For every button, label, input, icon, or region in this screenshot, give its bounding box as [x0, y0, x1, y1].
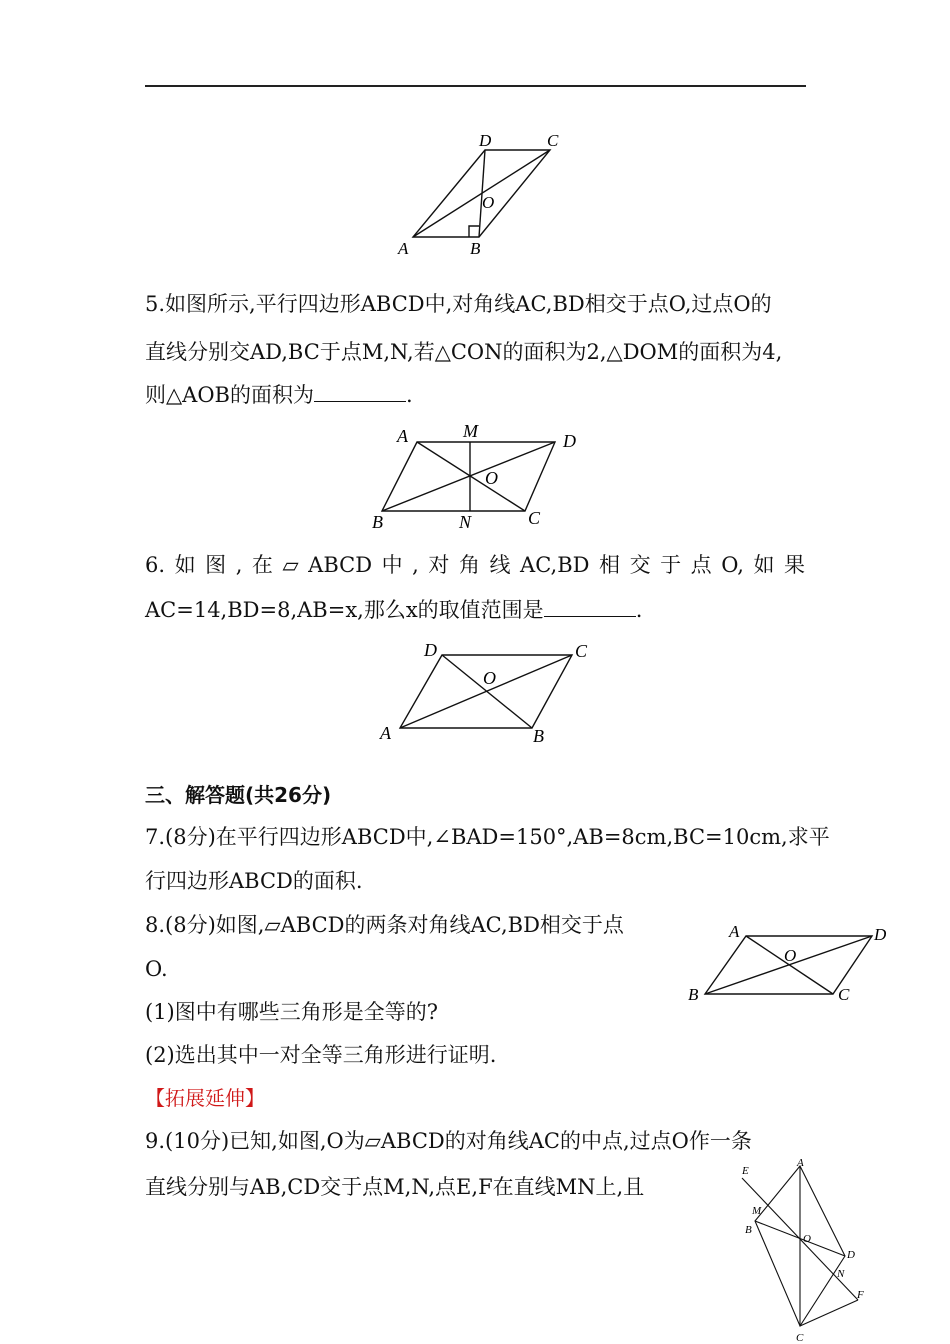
answer-blank[interactable] [544, 596, 636, 617]
figure-parallelogram-3 [372, 636, 602, 748]
diagonal-ac [417, 442, 525, 511]
q8-line-1: 8.(8分)如图,▱ABCD的两条对角线AC,BD相交于点 [145, 913, 624, 937]
label-d: D [847, 1249, 855, 1261]
label-f: F [857, 1289, 864, 1301]
label-o: O [485, 468, 498, 488]
label-a: A [398, 239, 409, 258]
label-o: O [803, 1233, 811, 1245]
label-c: C [838, 985, 850, 1004]
label-m: M [463, 421, 478, 441]
label-o: O [483, 668, 496, 688]
diagonal-bd [442, 655, 532, 728]
q6-line-2: AC=14,BD=8,AB=x,那么x的取值范围是 . [145, 598, 643, 622]
q5-line-3: 则△AOB的面积为 . [145, 383, 413, 407]
extension-heading: 【拓展延伸】 [145, 1086, 265, 1110]
figure-parallelogram-2 [365, 420, 595, 535]
q9-line-1: 9.(10分)已知,如图,O为▱ABCD的对角线AC的中点,过点O作一条 [145, 1129, 752, 1153]
q7-line-2: 行四边形ABCD的面积. [145, 869, 363, 893]
label-a: A [729, 922, 740, 941]
label-a: A [380, 723, 391, 743]
label-b: B [745, 1224, 752, 1236]
label-d: D [424, 640, 437, 660]
header-rule [145, 85, 806, 87]
label-d: D [874, 925, 887, 944]
q8-line-2: O. [145, 957, 168, 981]
label-n: N [459, 512, 472, 532]
q5-line-1: 5.如图所示,平行四边形ABCD中,对角线AC,BD相交于点O,过点O的 [145, 292, 772, 316]
q8-line-4: (2)选出其中一对全等三角形进行证明. [145, 1043, 497, 1067]
label-b: B [688, 985, 699, 1004]
figure-parallelogram-1 [390, 128, 570, 260]
answer-blank[interactable] [314, 381, 406, 402]
label-a: A [397, 426, 408, 446]
q8-line-3: (1)图中有哪些三角形是全等的? [145, 1000, 439, 1024]
label-d: D [563, 431, 576, 451]
label-d: D [479, 131, 492, 150]
label-c: C [796, 1332, 804, 1344]
figure-parallelogram-5 [730, 1156, 870, 1344]
right-angle-mark [469, 226, 479, 237]
q5-line-2: 直线分别交AD,BC于点M,N,若△CON的面积为2,△DOM的面积为4, [145, 340, 783, 364]
figure-parallelogram-4 [683, 917, 898, 1007]
label-b: B [372, 512, 383, 532]
label-b: B [470, 239, 481, 258]
label-o: O [482, 193, 495, 212]
label-o: O [784, 946, 797, 965]
q7-line-1: 7.(8分)在平行四边形ABCD中,∠BAD=150°,AB=8cm,BC=10cm,求平 [145, 825, 830, 849]
label-n: N [837, 1268, 845, 1280]
q9-line-2: 直线分别与AB,CD交于点M,N,点E,F在直线MN上,且 [145, 1175, 645, 1199]
label-c: C [547, 131, 559, 150]
label-m: M [752, 1205, 762, 1217]
q6-line-1: 6. 如 图 , 在 ▱ ABCD 中 , 对 角 线 AC,BD 相 交 于 点 O, 如 果 [145, 553, 805, 577]
label-b: B [533, 726, 544, 746]
label-a: A [797, 1157, 804, 1169]
label-c: C [575, 641, 588, 661]
label-c: C [528, 508, 541, 528]
label-e: E [742, 1165, 749, 1177]
section-title: 三、解答题(共26分) [145, 783, 332, 807]
